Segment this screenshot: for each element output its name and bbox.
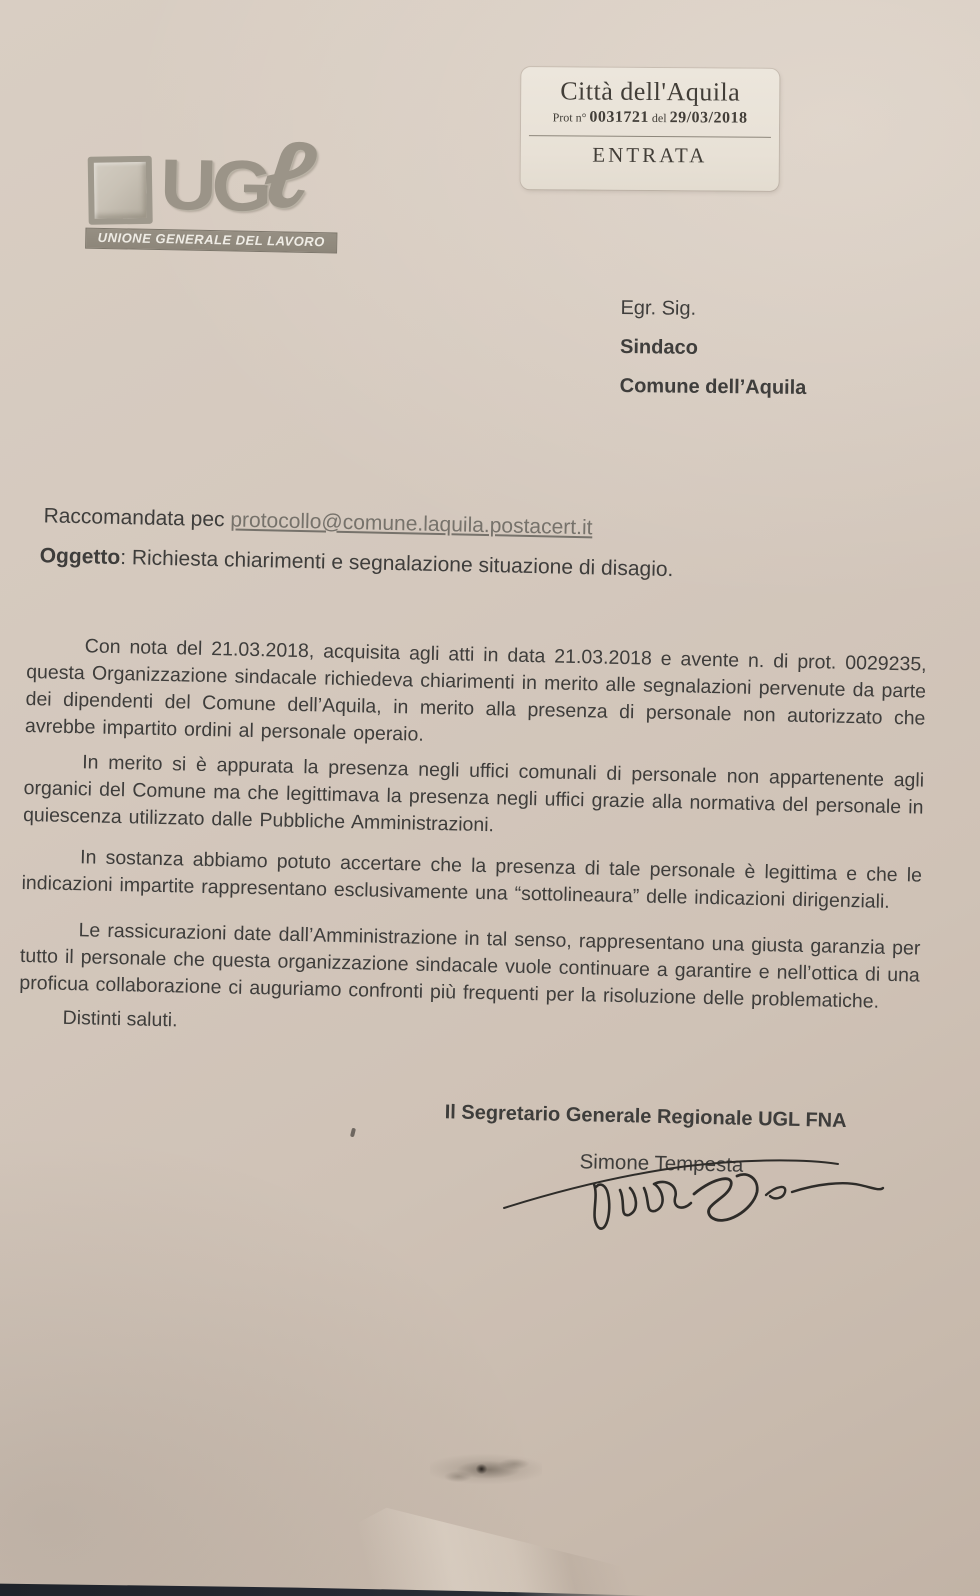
ugl-logo: [77, 118, 341, 258]
ugl-acronym-main: UG: [159, 143, 269, 227]
signatory-name: Simone Tempesta: [579, 1150, 744, 1177]
subject-text: : Richiesta chiarimenti e segnalazione situazione di disagio.: [119, 546, 674, 582]
pec-label: Raccomandata pec: [43, 504, 225, 532]
stamp-protocol-line: [521, 108, 779, 128]
subject-line: [39, 544, 673, 582]
pec-address-link: protocollo@comune.laquila.postacert.it: [230, 508, 593, 540]
handwritten-signature-icon: [498, 1138, 890, 1240]
stamp-direction: ENTRATA: [592, 142, 708, 168]
subject-label: Oggetto: [39, 544, 121, 570]
closing-line: Distinti saluti.: [62, 1006, 178, 1032]
recipient-line-2: Sindaco: [619, 336, 699, 359]
paper-fold-highlight: [220, 1498, 740, 1596]
ink-smudge: [430, 1448, 542, 1490]
stamp-city: Città dell'Aquila: [560, 76, 741, 107]
table-edge-shadow: [0, 1576, 660, 1596]
protocol-stamp: [521, 67, 780, 191]
stamp-divider: [529, 135, 771, 138]
ugl-banner: UNIONE GENERALE DEL LAVORO: [85, 228, 337, 254]
body-paragraph-4: Le rassicurazioni date dall’Amministrazione in tal senso, rappresentano una giusta garanzia per tutto il personale che questa organizzazione sindacale vuole continuare a garantire e nell’ottica di una proficua collaborazione ci auguriamo confronti più frequenti per la risoluzione delle problematiche.: [19, 919, 921, 1013]
body-paragraph-3: In sostanza abbiamo potuto accertare che la presenza di tale personale è legittima e che le indicazioni impartite rappresentano esclusivamente una “sottolineaura” delle indicazioni dirigenziali.: [21, 846, 923, 913]
stamp-prot-label: Prot n°: [552, 110, 587, 125]
ugl-acronym: [159, 118, 342, 232]
pec-line: [43, 504, 592, 540]
stamp-del-label: del: [651, 111, 667, 126]
ugl-cube-icon: [88, 156, 153, 225]
recipient-block: [619, 297, 807, 416]
stamp-prot-date: 29/03/2018: [669, 109, 748, 127]
stamp-prot-number: 0031721: [589, 108, 650, 126]
recipient-line-1: Egr. Sig.: [620, 297, 697, 320]
recipient-line-3: Comune dell’Aquila: [619, 375, 807, 399]
signatory-role: Il Segretario Generale Regionale UGL FNA: [444, 1101, 847, 1133]
body-paragraph-2: In merito si è appurata la presenza negli uffici comunali di personale non appartenente agli organici del Comune ma che legittimava la presenza negli uffici grazie alla normativa del personale in quiescenza utilizzato dalle Pubbliche Amministrazioni.: [22, 751, 925, 837]
ugl-acronym-script-l: ℓ: [257, 118, 321, 232]
body-paragraph-1: Con nota del 21.03.2018, acquisita agli atti in data 21.03.2018 e avente n. di prot. 0029235, questa Organizzazione sindacale richiedeva chiarimenti in merito alle segnalazioni pervenute da parte dei dipendenti del Comune dell’Aquila, in merito alla presenza di personale non autorizzato che avrebbe impartito ordini al personale operaio.: [24, 635, 927, 746]
